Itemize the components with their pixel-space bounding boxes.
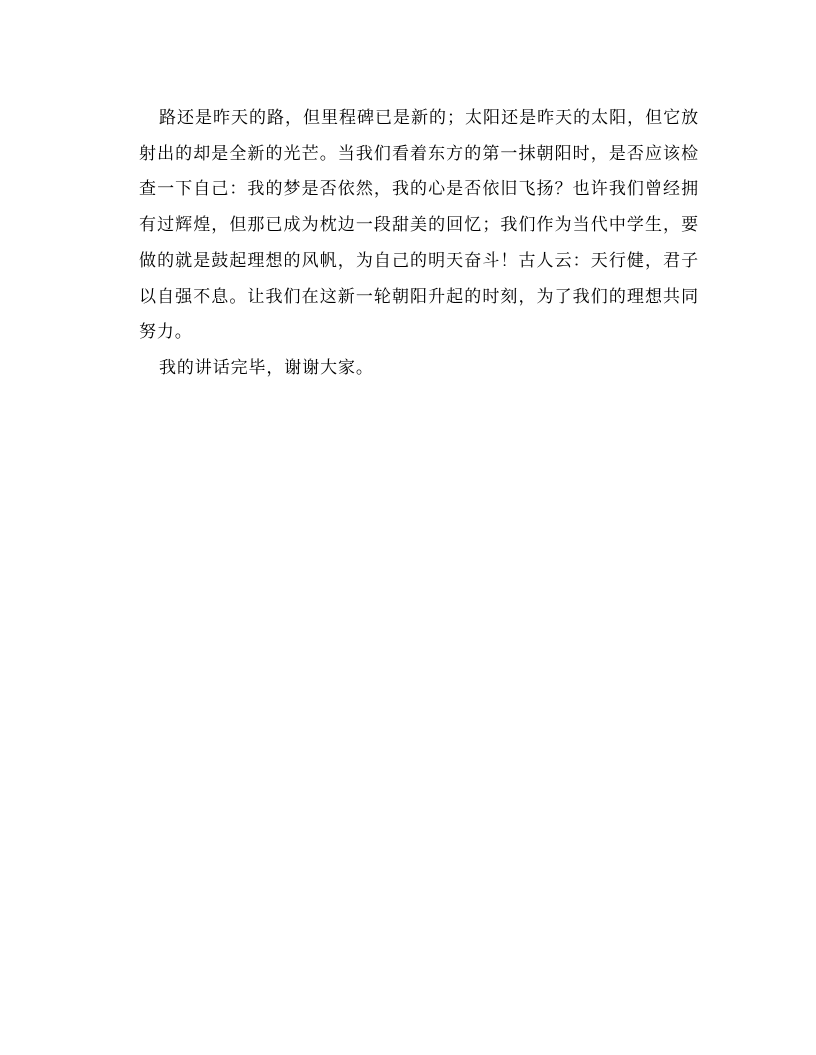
document-body <box>139 101 699 387</box>
paragraph-speech-body: 路还是昨天的路，但里程碑已是新的；太阳还是昨天的太阳，但它放射出的却是全新的光芒。当我们看着东方的第一抹朝阳时，是否应该检查一下自己：我的梦是否依然，我的心是否依旧飞扬？也许我们曾经拥有过辉煌，但那已成为枕边一段甜美的回忆；我们作为当代中学生，要做的就是鼓起理想的风帆，为自己的明天奋斗！古人云：天行健，君子以自强不息。让我们在这新一轮朝阳升起的时刻，为了我们的理想共同努力。 <box>139 108 699 343</box>
paragraph-closing: 我的讲话完毕，谢谢大家。 <box>159 357 374 378</box>
